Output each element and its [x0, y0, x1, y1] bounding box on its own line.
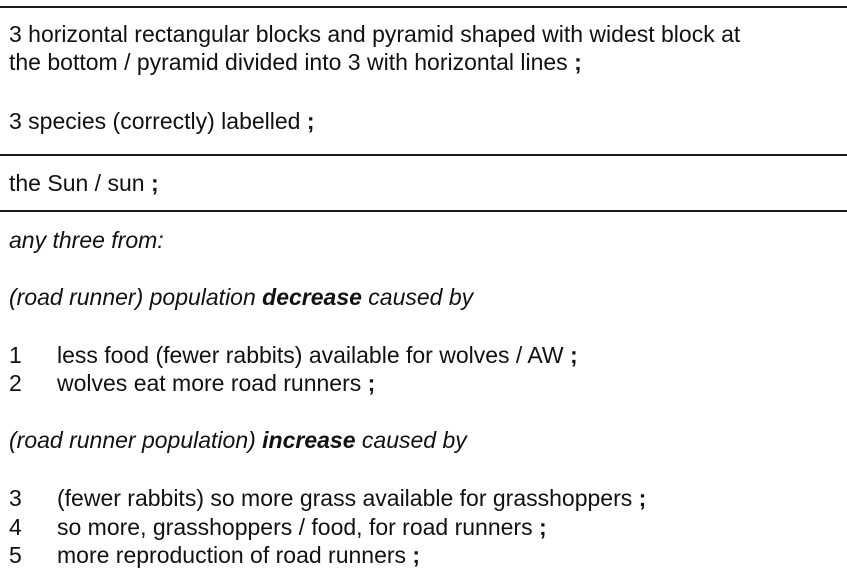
- point-text: [57, 484, 646, 512]
- section-divider: [0, 154, 847, 156]
- answer-line: [9, 48, 582, 76]
- answer-text: the bottom / pyramid divided into 3 with horizontal lines: [9, 49, 568, 75]
- point-body: (fewer rabbits) so more grass available for grasshoppers: [57, 485, 633, 511]
- point-number: 1: [9, 342, 22, 368]
- subheading-text: caused by: [361, 284, 474, 310]
- semicolon-mark: ;: [150, 170, 159, 196]
- semicolon-mark: ;: [306, 108, 315, 134]
- semicolon-mark: ;: [412, 542, 421, 568]
- point-body: more reproduction of road runners: [57, 542, 407, 568]
- answer-line: [9, 20, 740, 48]
- point-body: wolves eat more road runners: [57, 370, 362, 396]
- point-text: [57, 513, 547, 541]
- semicolon-mark: ;: [538, 514, 547, 540]
- subheading-text: (road runner) population: [9, 284, 263, 310]
- section-divider: [0, 210, 847, 212]
- subheading-increase: [9, 426, 467, 454]
- emphasis-word: increase: [262, 427, 356, 453]
- semicolon-mark: ;: [574, 49, 582, 75]
- point-text: [57, 369, 375, 397]
- point-text: [57, 541, 420, 569]
- answer-text: 3 horizontal rectangular blocks and pyramid shaped with widest block at: [9, 21, 741, 47]
- semicolon-mark: ;: [570, 342, 578, 368]
- semicolon-mark: ;: [638, 485, 647, 511]
- point-body: so more, grasshoppers / food, for road runners: [57, 514, 533, 540]
- point-number: 3: [9, 485, 22, 511]
- point-number: 4: [9, 514, 22, 540]
- point-text: [57, 341, 578, 369]
- intro-text: any three from:: [9, 227, 164, 253]
- answer-line: [9, 107, 315, 135]
- point-number: 2: [9, 370, 22, 396]
- emphasis-word: decrease: [262, 284, 362, 310]
- subheading-decrease: [9, 283, 473, 311]
- top-rule: [0, 6, 847, 8]
- point-number: 5: [9, 542, 22, 568]
- answer-text: 3 species (correctly) labelled: [9, 108, 301, 134]
- point-body: less food (fewer rabbits) available for wolves / AW: [57, 342, 564, 368]
- answer-line: [9, 169, 159, 197]
- subheading-text: (road runner population): [9, 427, 263, 453]
- answer-text: the Sun / sun: [9, 170, 145, 196]
- section-intro: [9, 226, 164, 254]
- semicolon-mark: ;: [367, 370, 376, 396]
- subheading-text: caused by: [355, 427, 467, 453]
